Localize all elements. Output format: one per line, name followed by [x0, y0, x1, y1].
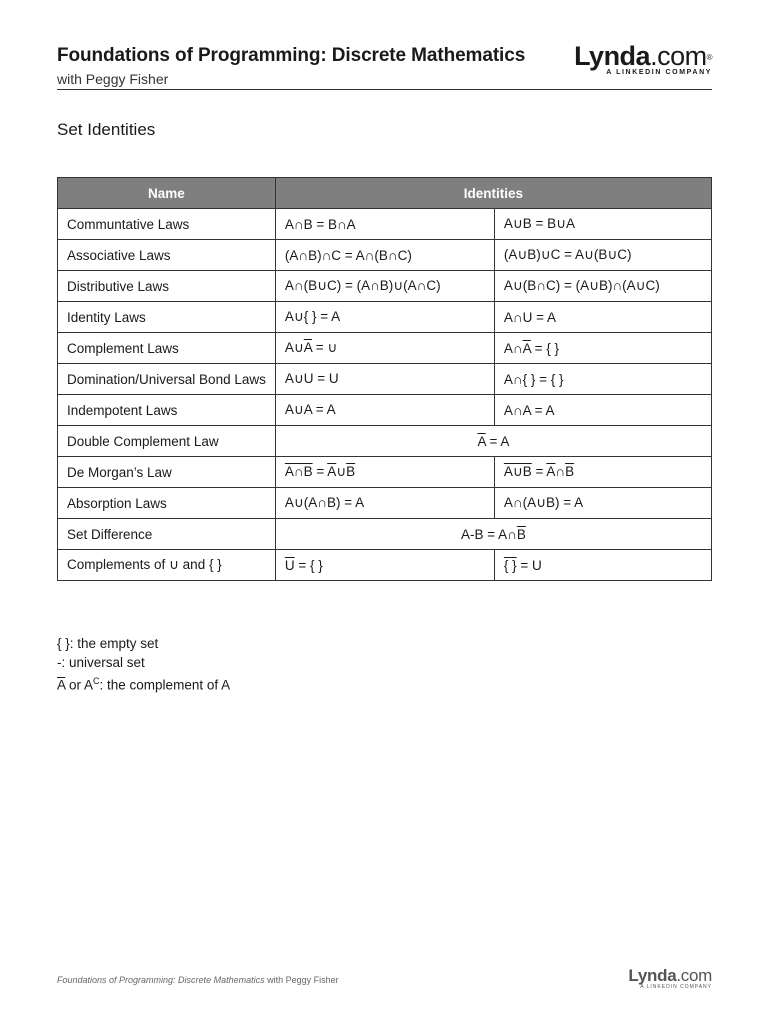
complement-term: $\overline{A}$ [477, 433, 486, 449]
header-identities: Identities [275, 178, 711, 209]
identity-cell: A∪U = U [275, 364, 494, 395]
identity-cell-merged [275, 519, 711, 550]
footer-logo-tagline: A LINKEDIN COMPANY [640, 984, 712, 990]
document-subtitle: with Peggy Fisher [57, 71, 169, 87]
complement-term: $\overline{B}$ [346, 464, 356, 479]
identity-cell: A∩(B∪C) = (A∩B)∪(A∩C) [275, 271, 494, 302]
note-universal-set: -: universal set [57, 655, 145, 670]
law-name: Identity Laws [58, 302, 276, 333]
header-name: Name [58, 178, 276, 209]
identity-cell: (A∩B)∩C = A∩(B∩C) [275, 240, 494, 271]
identity-cell [275, 457, 494, 488]
identity-cell: A∪(A∩B) = A [275, 488, 494, 519]
footer-logo-name: Lynda [628, 966, 677, 985]
logo-wordmark [574, 42, 712, 70]
law-name: Set Difference [58, 519, 276, 550]
table-row [58, 519, 712, 550]
identity-part: A∪ [284, 340, 304, 355]
table-row [58, 550, 712, 581]
identity-part: ∪ [336, 464, 347, 479]
table-row [58, 240, 712, 271]
complement-term: $\overline{A}$ [57, 677, 66, 693]
identity-cell [494, 457, 711, 488]
table-row [58, 302, 712, 333]
footer-text [57, 975, 339, 985]
identity-cell: A∩A = A [494, 395, 711, 426]
set-identities-table [57, 177, 712, 581]
note-part: : the complement of A [99, 677, 231, 693]
footer-logo-suffix: .com [676, 966, 712, 985]
note-part: or A [65, 677, 94, 693]
law-name: Indempotent Laws [58, 395, 276, 426]
note-empty-set: { }: the empty set [57, 636, 159, 651]
complement-term: $\overline{A}$ [546, 464, 556, 479]
logo-tagline: A LINKEDIN COMPANY [606, 69, 712, 76]
identity-cell: A∪B = B∪A [494, 209, 711, 240]
logo-suffix: .com [650, 41, 707, 71]
identity-part: A-B = A∩ [460, 526, 517, 542]
complement-term: A∩B [284, 464, 313, 479]
complement-term: $\overline{B}$ [565, 464, 575, 479]
identity-part: = [312, 464, 328, 479]
identity-cell: A∩{ } = { } [494, 364, 711, 395]
document-title: Foundations of Programming: Discrete Mathematics [57, 45, 526, 66]
complement-term: $\overline{A}$ [327, 464, 337, 479]
identity-cell [275, 550, 494, 581]
identity-cell-merged [275, 426, 711, 457]
complement-term: $\overline{B}$ [516, 526, 526, 542]
identity-cell [494, 333, 711, 364]
identity-cell [275, 333, 494, 364]
law-name: Domination/Universal Bond Laws [58, 364, 276, 395]
complement-term: $\overline{A}$ [522, 340, 531, 356]
law-name: Double Complement Law [58, 426, 276, 457]
logo-registered-mark: ® [706, 53, 712, 62]
complement-term: { } [503, 557, 517, 573]
complement-term: $\overline{A}$ [303, 340, 313, 355]
table-row [58, 426, 712, 457]
identity-part: = U [516, 557, 542, 573]
footer-lynda-logo [628, 967, 712, 990]
table-row [58, 488, 712, 519]
identity-cell: A∩(A∪B) = A [494, 488, 711, 519]
identity-cell: A∪{ } = A [275, 302, 494, 333]
identity-part: = ∪ [312, 340, 338, 355]
footer-title: Foundations of Programming: Discrete Mathematics [57, 975, 265, 985]
identity-cell: (A∪B)∪C = A∪(B∪C) [494, 240, 711, 271]
table-row [58, 209, 712, 240]
table-row [58, 271, 712, 302]
law-name: Distributive Laws [58, 271, 276, 302]
logo-name: Lynda [574, 41, 651, 71]
table-header-row [58, 178, 712, 209]
footer-author: with Peggy Fisher [264, 975, 339, 985]
identity-part: ∩ [555, 464, 566, 479]
law-name: Associative Laws [58, 240, 276, 271]
lynda-logo [574, 42, 712, 76]
table-row [58, 364, 712, 395]
table-row [58, 333, 712, 364]
identity-cell: A∩U = A [494, 302, 711, 333]
law-name: De Morgan’s Law [58, 457, 276, 488]
complement-superscript: C [93, 676, 100, 686]
law-name: Communtative Laws [58, 209, 276, 240]
identity-part: = [531, 464, 547, 479]
legend-notes [57, 634, 230, 695]
identity-part: = { } [530, 340, 559, 356]
identity-cell: A∪(B∩C) = (A∪B)∩(A∪C) [494, 271, 711, 302]
identity-cell: A∩B = B∩A [275, 209, 494, 240]
table-row [58, 457, 712, 488]
identity-part: = { } [294, 557, 323, 573]
law-name: Complement Laws [58, 333, 276, 364]
document-header [57, 42, 712, 90]
note-complement [57, 672, 230, 695]
complement-term: $\overline{U}$ [284, 557, 295, 573]
complement-term: A∪B [503, 464, 532, 479]
identity-cell: A∪A = A [275, 395, 494, 426]
identity-part: A∩ [503, 340, 523, 356]
footer-logo-wordmark [628, 967, 712, 984]
law-name: Complements of ∪ and { } [58, 550, 276, 581]
identity-cell [494, 550, 711, 581]
section-title: Set Identities [57, 120, 156, 139]
identity-part: = A [485, 433, 510, 449]
law-name: Absorption Laws [58, 488, 276, 519]
table-row [58, 395, 712, 426]
